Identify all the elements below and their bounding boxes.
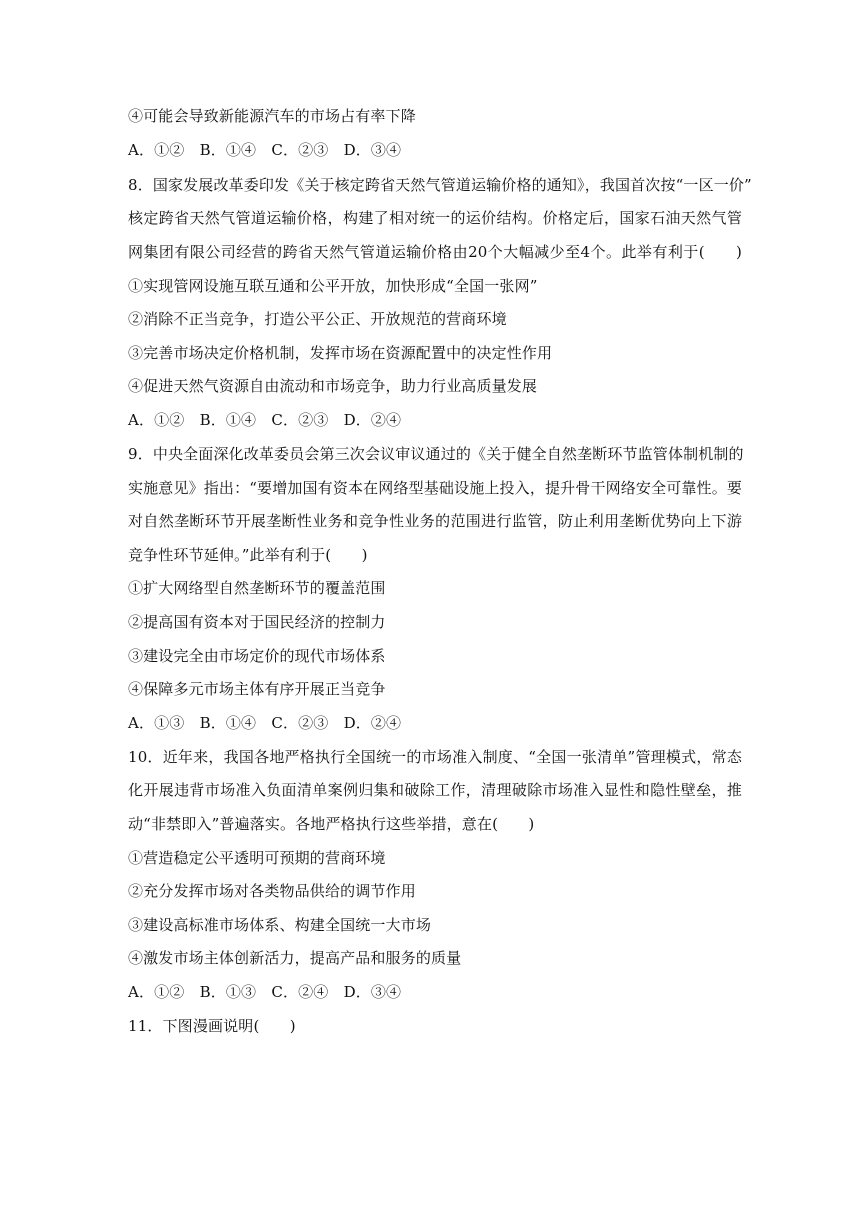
q9-option-1: ①扩大网络型自然垄断环节的覆盖范围 xyxy=(128,579,386,597)
q10-stem-line-2: 化开展违背市场准入负面清单案例归集和破除工作，清理破除市场准入显性和隐性壁垒，推 xyxy=(128,781,742,799)
q10-option-1: ①营造稳定公平透明可预期的营商环境 xyxy=(128,849,386,867)
q7-option-4: ④可能会导致新能源汽车的市场占有率下降 xyxy=(128,107,416,125)
q10-stem-line-1: 10．近年来，我国各地严格执行全国统一的市场准入制度、“全国一张清单”管理模式，常态 xyxy=(128,748,742,766)
q10-option-2: ②充分发挥市场对各类物品供给的调节作用 xyxy=(128,882,416,900)
q8-option-4: ④促进天然气资源自由流动和市场竞争，助力行业高质量发展 xyxy=(128,377,538,395)
q7-answer-choices: A．①② B．①④ C．②③ D．③④ xyxy=(128,141,402,159)
q9-stem-line-4: 竞争性环节延伸。”此举有利于( ) xyxy=(128,546,368,564)
q8-stem-line-2: 核定跨省天然气管道运输价格，构建了相对统一的运价结构。价格定后，国家石油天然气管 xyxy=(128,209,742,227)
q9-stem-line-3: 对自然垄断环节开展垄断性业务和竞争性业务的范围进行监管，防止利用垄断优势向上下游 xyxy=(128,512,742,530)
q10-stem-line-3: 动“非禁即入”普遍落实。各地严格执行这些举措，意在( ) xyxy=(128,815,535,833)
q11-stem: 11．下图漫画说明( ) xyxy=(128,1017,296,1035)
q9-option-4: ④保障多元市场主体有序开展正当竞争 xyxy=(128,680,386,698)
q8-stem-line-3: 网集团有限公司经营的跨省天然气管道运输价格由20个大幅减少至4个。此举有利于( ) xyxy=(128,243,742,261)
q10-answer-choices: A．①② B．①③ C．②④ D．③④ xyxy=(128,983,402,1001)
q9-option-3: ③建设完全由市场定价的现代市场体系 xyxy=(128,647,386,665)
q9-stem-line-2: 实施意见》指出：“要增加国有资本在网络型基础设施上投入，提升骨干网络安全可靠性。要 xyxy=(128,479,742,497)
q9-option-2: ②提高国有资本对于国民经济的控制力 xyxy=(128,613,386,631)
q8-stem-line-1: 8．国家发展改革委印发《关于核定跨省天然气管道运输价格的通知》，我国首次按“一区一价” xyxy=(128,176,752,194)
q8-option-3: ③完善市场决定价格机制，发挥市场在资源配置中的决定性作用 xyxy=(128,344,553,362)
q8-option-1: ①实现管网设施互联互通和公平开放，加快形成“全国一张网” xyxy=(128,277,538,295)
q9-stem-line-1: 9．中央全面深化改革委员会第三次会议审议通过的《关于健全自然垄断环节监管体制机制的 xyxy=(128,445,744,463)
q10-option-3: ③建设高标准市场体系、构建全国统一大市场 xyxy=(128,916,432,934)
q9-answer-choices: A．①③ B．①④ C．②③ D．②④ xyxy=(128,714,402,732)
q10-option-4: ④激发市场主体创新活力，提高产品和服务的质量 xyxy=(128,949,462,967)
q8-option-2: ②消除不正当竞争，打造公平公正、开放规范的营商环境 xyxy=(128,310,507,328)
q8-answer-choices: A．①② B．①④ C．②③ D．②④ xyxy=(128,411,402,429)
